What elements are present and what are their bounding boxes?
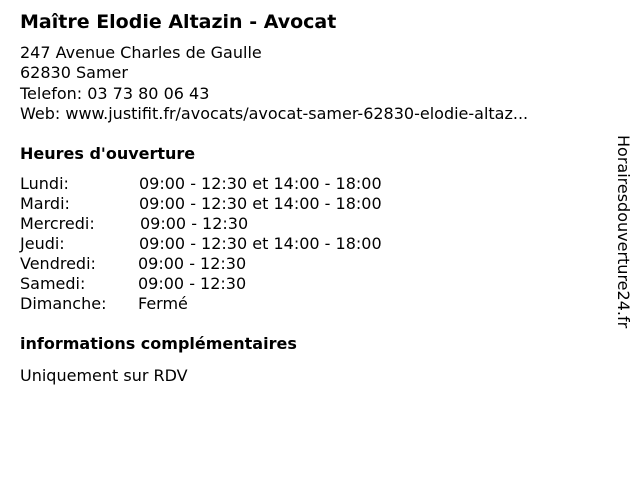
day-label: Vendredi: (20, 254, 96, 273)
address-street: 247 Avenue Charles de Gaulle (20, 43, 262, 62)
time-value: 09:00 - 12:30 (138, 274, 247, 293)
time-value: Fermé (138, 294, 188, 313)
time-value: 09:00 - 12:30 et 14:00 - 18:00 (139, 234, 382, 253)
business-name: Maître Elodie Altazin - Avocat (20, 11, 337, 33)
hours-row-monday (20, 174, 440, 194)
address-block (20, 43, 528, 124)
time-value: 09:00 - 12:30 et 14:00 - 18:00 (139, 174, 382, 193)
opening-hours-heading: Heures d'ouverture (20, 144, 196, 163)
day-label: Mardi: (20, 194, 70, 213)
hours-row-wednesday (20, 214, 440, 234)
day-label: Lundi: (20, 174, 69, 193)
day-label: Jeudi: (20, 234, 65, 253)
hours-row-saturday (20, 274, 440, 294)
hours-row-sunday (20, 294, 440, 314)
hours-row-thursday (20, 234, 440, 254)
phone-line: Telefon: 03 73 80 06 43 (20, 83, 210, 103)
website-line: Web: www.justifit.fr/avocats/avocat-samer-62830-elodie-altaz... (20, 103, 529, 123)
address-city: 62830 Samer (20, 63, 128, 83)
additional-info-heading: informations complémentaires (20, 334, 297, 353)
site-watermark: Horairesdouverture24.fr (614, 135, 633, 329)
time-value: 09:00 - 12:30 (140, 214, 249, 233)
time-value: 09:00 - 12:30 (138, 254, 247, 273)
hours-row-tuesday (20, 194, 440, 214)
hours-row-friday (20, 254, 440, 274)
opening-hours-table (20, 174, 440, 314)
day-label: Mercredi: (20, 214, 95, 233)
additional-info-text: Uniquement sur RDV (20, 366, 188, 385)
day-label: Samedi: (20, 274, 86, 293)
time-value: 09:00 - 12:30 et 14:00 - 18:00 (139, 194, 382, 213)
day-label: Dimanche: (20, 294, 107, 313)
